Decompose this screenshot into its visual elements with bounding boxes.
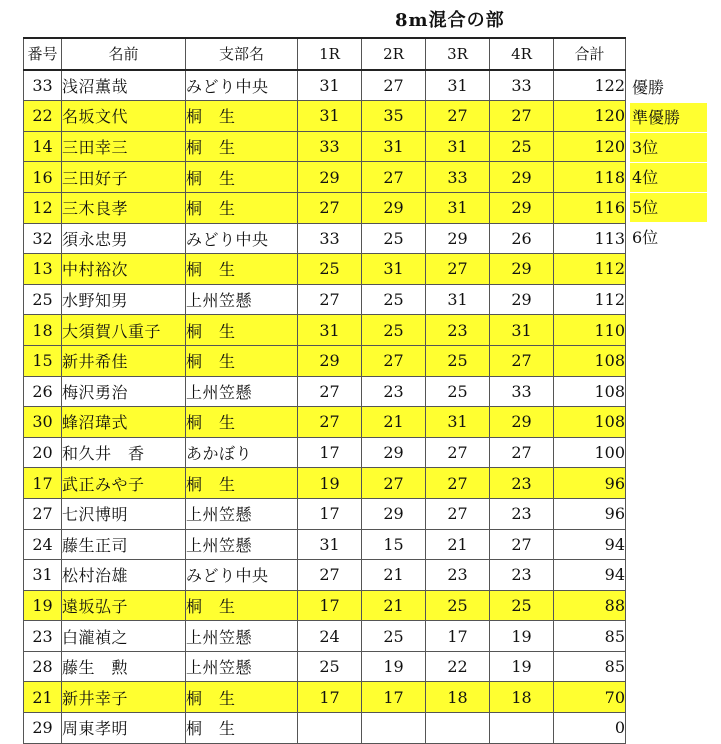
cell-total: 96 — [554, 498, 626, 529]
header-name: 名前 — [62, 38, 186, 70]
cell-round-4: 29 — [490, 192, 554, 223]
cell-round-3: 31 — [426, 407, 490, 438]
cell-round-2: 31 — [362, 131, 426, 162]
cell-round-3: 27 — [426, 101, 490, 132]
cell-round-3: 23 — [426, 560, 490, 591]
cell-branch: 桐 生 — [186, 682, 298, 713]
cell-round-2: 25 — [362, 621, 426, 652]
header-round-2: 2R — [362, 38, 426, 70]
cell-branch: 上州笠懸 — [186, 376, 298, 407]
cell-round-2: 23 — [362, 376, 426, 407]
cell-name: 新井幸子 — [62, 682, 186, 713]
cell-branch: 上州笠懸 — [186, 498, 298, 529]
cell-round-3: 31 — [426, 192, 490, 223]
cell-round-4: 33 — [490, 70, 554, 101]
cell-round-3: 25 — [426, 590, 490, 621]
header-branch: 支部名 — [186, 38, 298, 70]
cell-total: 122 — [554, 70, 626, 101]
cell-total: 108 — [554, 407, 626, 438]
cell-number: 20 — [24, 437, 62, 468]
cell-round-1: 27 — [298, 560, 362, 591]
cell-round-1: 17 — [298, 437, 362, 468]
cell-round-1: 29 — [298, 345, 362, 376]
cell-round-1: 17 — [298, 682, 362, 713]
cell-branch: 桐 生 — [186, 162, 298, 193]
cell-round-2: 25 — [362, 284, 426, 315]
cell-total: 0 — [554, 713, 626, 744]
table-row — [24, 284, 626, 315]
cell-round-2: 35 — [362, 101, 426, 132]
cell-round-4: 29 — [490, 284, 554, 315]
rank-label: 準優勝 — [630, 103, 707, 132]
cell-total: 120 — [554, 131, 626, 162]
cell-round-2: 29 — [362, 192, 426, 223]
cell-number: 12 — [24, 192, 62, 223]
cell-round-3: 27 — [426, 437, 490, 468]
cell-number: 27 — [24, 498, 62, 529]
cell-total: 113 — [554, 223, 626, 254]
cell-total: 112 — [554, 284, 626, 315]
cell-branch: 上州笠懸 — [186, 529, 298, 560]
cell-name: 武正みや子 — [62, 468, 186, 499]
table-row — [24, 468, 626, 499]
rank-label: 4位 — [630, 163, 707, 192]
table-row — [24, 621, 626, 652]
cell-branch: あかぼり — [186, 437, 298, 468]
cell-number: 16 — [24, 162, 62, 193]
table-row — [24, 223, 626, 254]
table-row — [24, 560, 626, 591]
cell-round-3: 18 — [426, 682, 490, 713]
cell-branch: 桐 生 — [186, 192, 298, 223]
cell-round-2: 17 — [362, 682, 426, 713]
cell-round-1: 31 — [298, 70, 362, 101]
cell-name: 三田好子 — [62, 162, 186, 193]
cell-round-1 — [298, 713, 362, 744]
cell-number: 26 — [24, 376, 62, 407]
table-row — [24, 590, 626, 621]
cell-name: 三田幸三 — [62, 131, 186, 162]
cell-total: 85 — [554, 621, 626, 652]
cell-round-3: 27 — [426, 468, 490, 499]
cell-round-1: 24 — [298, 621, 362, 652]
table-row — [24, 682, 626, 713]
cell-round-2: 19 — [362, 651, 426, 682]
cell-branch: 桐 生 — [186, 254, 298, 285]
table-row — [24, 651, 626, 682]
header-round-3: 3R — [426, 38, 490, 70]
cell-name: 梅沢勇治 — [62, 376, 186, 407]
cell-round-4: 25 — [490, 131, 554, 162]
cell-round-4: 27 — [490, 529, 554, 560]
cell-name: 新井希佳 — [62, 345, 186, 376]
header-round-1: 1R — [298, 38, 362, 70]
header-row — [24, 38, 626, 70]
cell-number: 31 — [24, 560, 62, 591]
table-row — [24, 254, 626, 285]
cell-branch: 桐 生 — [186, 468, 298, 499]
table-row — [24, 498, 626, 529]
cell-round-3: 22 — [426, 651, 490, 682]
cell-round-2: 21 — [362, 560, 426, 591]
cell-name: 浅沼薫哉 — [62, 70, 186, 101]
cell-round-1: 29 — [298, 162, 362, 193]
cell-total: 120 — [554, 101, 626, 132]
cell-branch: 桐 生 — [186, 713, 298, 744]
header-round-4: 4R — [490, 38, 554, 70]
table-row — [24, 162, 626, 193]
table-row — [24, 713, 626, 744]
cell-round-4: 27 — [490, 101, 554, 132]
cell-round-1: 19 — [298, 468, 362, 499]
cell-round-4: 23 — [490, 560, 554, 591]
cell-round-2: 25 — [362, 315, 426, 346]
cell-name: 名坂文代 — [62, 101, 186, 132]
rank-label: 優勝 — [632, 78, 665, 97]
cell-round-4: 19 — [490, 651, 554, 682]
cell-round-1: 17 — [298, 590, 362, 621]
cell-round-3 — [426, 713, 490, 744]
cell-round-2: 21 — [362, 590, 426, 621]
cell-round-1: 27 — [298, 407, 362, 438]
cell-round-3: 21 — [426, 529, 490, 560]
table-row — [24, 529, 626, 560]
table-row — [24, 70, 626, 101]
table-row — [24, 315, 626, 346]
cell-round-1: 17 — [298, 498, 362, 529]
rank-label: 6位 — [632, 228, 659, 247]
table-row — [24, 407, 626, 438]
cell-total: 96 — [554, 468, 626, 499]
table-row — [24, 192, 626, 223]
cell-round-3: 31 — [426, 284, 490, 315]
cell-branch: 桐 生 — [186, 590, 298, 621]
cell-round-4: 26 — [490, 223, 554, 254]
cell-number: 21 — [24, 682, 62, 713]
cell-number: 15 — [24, 345, 62, 376]
cell-total: 118 — [554, 162, 626, 193]
cell-name: 須永忠男 — [62, 223, 186, 254]
cell-name: 水野知男 — [62, 284, 186, 315]
cell-round-2: 27 — [362, 345, 426, 376]
cell-round-1: 31 — [298, 101, 362, 132]
cell-round-2: 27 — [362, 468, 426, 499]
cell-round-1: 27 — [298, 192, 362, 223]
cell-round-3: 25 — [426, 345, 490, 376]
cell-number: 18 — [24, 315, 62, 346]
header-number: 番号 — [24, 38, 62, 70]
cell-total: 85 — [554, 651, 626, 682]
cell-round-4: 31 — [490, 315, 554, 346]
cell-branch: みどり中央 — [186, 560, 298, 591]
cell-number: 19 — [24, 590, 62, 621]
cell-branch: 桐 生 — [186, 345, 298, 376]
cell-total: 94 — [554, 529, 626, 560]
cell-round-1: 33 — [298, 131, 362, 162]
cell-round-2: 27 — [362, 162, 426, 193]
cell-total: 116 — [554, 192, 626, 223]
cell-name: 白瀧禎之 — [62, 621, 186, 652]
cell-number: 30 — [24, 407, 62, 438]
cell-number: 32 — [24, 223, 62, 254]
cell-round-1: 27 — [298, 284, 362, 315]
page-title: 8m混合の部 — [395, 10, 505, 31]
cell-number: 24 — [24, 529, 62, 560]
cell-number: 13 — [24, 254, 62, 285]
header-total: 合計 — [554, 38, 626, 70]
cell-name: 藤生正司 — [62, 529, 186, 560]
table-row — [24, 101, 626, 132]
cell-number: 14 — [24, 131, 62, 162]
cell-round-4: 29 — [490, 254, 554, 285]
cell-round-4 — [490, 713, 554, 744]
cell-name: 七沢博明 — [62, 498, 186, 529]
cell-number: 17 — [24, 468, 62, 499]
cell-round-2: 29 — [362, 498, 426, 529]
cell-total: 70 — [554, 682, 626, 713]
cell-number: 25 — [24, 284, 62, 315]
cell-name: 藤生 勲 — [62, 651, 186, 682]
cell-number: 29 — [24, 713, 62, 744]
cell-total: 108 — [554, 345, 626, 376]
cell-round-1: 25 — [298, 651, 362, 682]
cell-total: 110 — [554, 315, 626, 346]
cell-branch: みどり中央 — [186, 223, 298, 254]
cell-branch: 上州笠懸 — [186, 284, 298, 315]
cell-round-2: 15 — [362, 529, 426, 560]
cell-round-1: 33 — [298, 223, 362, 254]
cell-branch: 桐 生 — [186, 315, 298, 346]
cell-round-4: 29 — [490, 162, 554, 193]
cell-round-3: 31 — [426, 70, 490, 101]
rank-label: 3位 — [630, 133, 707, 162]
cell-total: 100 — [554, 437, 626, 468]
cell-round-2 — [362, 713, 426, 744]
cell-round-4: 25 — [490, 590, 554, 621]
cell-round-2: 21 — [362, 407, 426, 438]
cell-name: 和久井 香 — [62, 437, 186, 468]
cell-round-2: 29 — [362, 437, 426, 468]
cell-branch: 上州笠懸 — [186, 651, 298, 682]
table-row — [24, 345, 626, 376]
cell-number: 33 — [24, 70, 62, 101]
cell-round-3: 29 — [426, 223, 490, 254]
table-row — [24, 437, 626, 468]
cell-round-3: 17 — [426, 621, 490, 652]
cell-total: 94 — [554, 560, 626, 591]
cell-round-2: 31 — [362, 254, 426, 285]
cell-name: 蜂沼瑋式 — [62, 407, 186, 438]
table-row — [24, 376, 626, 407]
cell-name: 遠坂弘子 — [62, 590, 186, 621]
cell-number: 28 — [24, 651, 62, 682]
cell-round-4: 27 — [490, 437, 554, 468]
cell-round-3: 25 — [426, 376, 490, 407]
cell-total: 88 — [554, 590, 626, 621]
cell-name: 三木良孝 — [62, 192, 186, 223]
cell-round-4: 27 — [490, 345, 554, 376]
cell-round-4: 33 — [490, 376, 554, 407]
cell-total: 108 — [554, 376, 626, 407]
cell-round-3: 33 — [426, 162, 490, 193]
cell-round-4: 23 — [490, 498, 554, 529]
cell-round-3: 31 — [426, 131, 490, 162]
cell-round-3: 23 — [426, 315, 490, 346]
cell-name: 周東孝明 — [62, 713, 186, 744]
cell-round-4: 19 — [490, 621, 554, 652]
cell-branch: 桐 生 — [186, 101, 298, 132]
cell-round-4: 29 — [490, 407, 554, 438]
cell-branch: 桐 生 — [186, 131, 298, 162]
results-table — [23, 37, 626, 744]
cell-name: 大須賀八重子 — [62, 315, 186, 346]
cell-round-4: 18 — [490, 682, 554, 713]
table-row — [24, 131, 626, 162]
cell-branch: 上州笠懸 — [186, 621, 298, 652]
cell-number: 23 — [24, 621, 62, 652]
cell-branch: みどり中央 — [186, 70, 298, 101]
cell-round-1: 31 — [298, 529, 362, 560]
cell-total: 112 — [554, 254, 626, 285]
cell-number: 22 — [24, 101, 62, 132]
cell-round-1: 27 — [298, 376, 362, 407]
rank-label: 5位 — [630, 193, 707, 222]
cell-round-2: 25 — [362, 223, 426, 254]
cell-round-1: 31 — [298, 315, 362, 346]
cell-name: 松村治雄 — [62, 560, 186, 591]
cell-round-2: 27 — [362, 70, 426, 101]
cell-name: 中村裕次 — [62, 254, 186, 285]
cell-round-4: 23 — [490, 468, 554, 499]
cell-round-3: 27 — [426, 498, 490, 529]
cell-round-3: 27 — [426, 254, 490, 285]
cell-branch: 桐 生 — [186, 407, 298, 438]
cell-round-1: 25 — [298, 254, 362, 285]
